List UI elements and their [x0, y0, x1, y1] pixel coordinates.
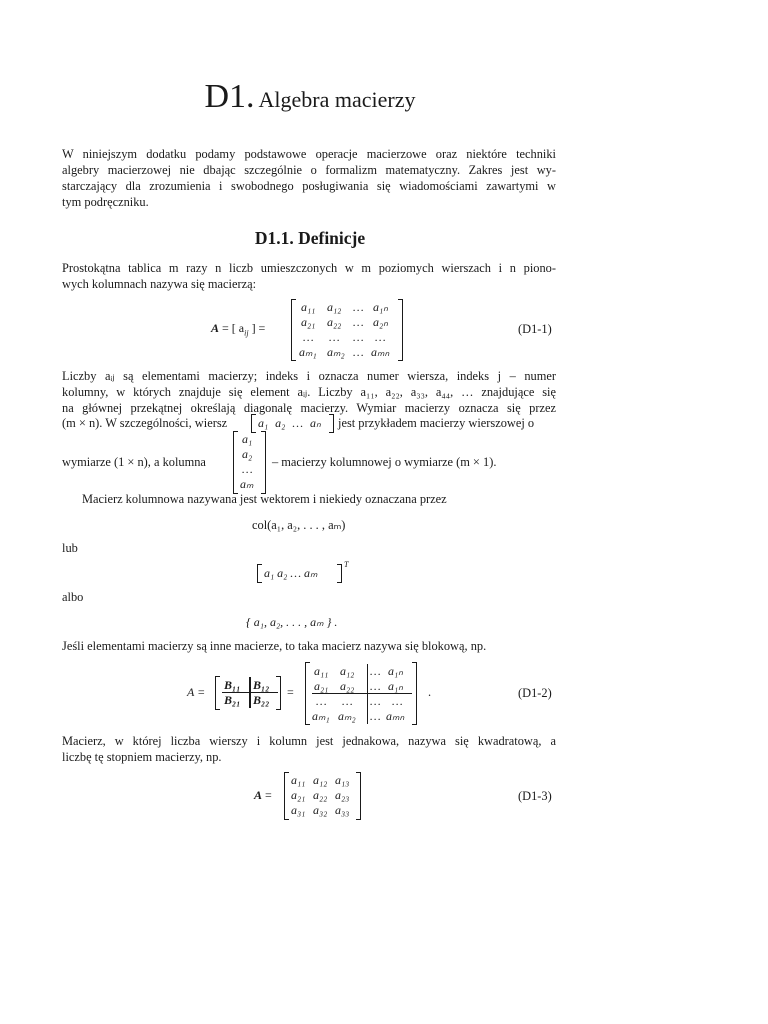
definition-line: wych kolumnach nazywa się macierzą: [62, 277, 257, 291]
albo-word: albo [62, 590, 84, 604]
paragraph-line: liczbę tę stopniem macierzy, np. [62, 750, 222, 764]
row-vec-cell: a₂ [275, 416, 286, 430]
col-vec-cell: a₁ [242, 432, 253, 446]
eq3-cell: a₃₃ [335, 803, 350, 817]
col-expression: col(a₁, a₂, . . . , aₘ) [252, 518, 346, 532]
eq2-cell: aₘ₁ [312, 709, 330, 723]
row-vector-line-end: jest przykładem macierzy wierszowej o [338, 416, 535, 430]
eq2-cell: a₂₂ [340, 679, 355, 693]
transpose-superscript: T [344, 560, 349, 569]
row-vec-right-bracket [329, 414, 334, 433]
row-vector [258, 416, 321, 431]
column-vector [240, 432, 262, 492]
eq1-lhs-text: = [ a [222, 321, 245, 335]
eq2-cell: … [316, 694, 327, 708]
eq3-cell: a₁₁ [291, 773, 306, 787]
eq3-cell: a₂₁ [291, 788, 306, 802]
block-matrix-paragraph: Jeśli elementami macierzy są inne macierze, to taka macierz nazywa się blokową, np. [62, 639, 487, 653]
eq2-block: B₁₁ [224, 678, 241, 692]
eq3-right-bracket [356, 772, 361, 820]
eq2-cell: … [370, 709, 381, 723]
eq2-cell: a₁ₙ [388, 664, 403, 678]
eq3-lhs [254, 788, 272, 803]
eq2-cell: … [370, 694, 381, 708]
paragraph-indices [62, 368, 556, 416]
chapter-name: Algebra macierzy [258, 87, 416, 112]
eq1-cell: aₘₙ [371, 345, 390, 359]
equation-number: (D1-2) [518, 686, 552, 700]
row-vector-line-start: (m × n). W szczególności, wiersz [62, 416, 228, 430]
eq1-cell: a₂ₙ [373, 315, 388, 329]
eq2-left-bracket [305, 662, 310, 725]
row-vec-cell: … [292, 416, 304, 430]
eq1-matrix [299, 300, 395, 360]
eq3-matrix [291, 773, 361, 819]
eq2-block-left-bracket [215, 676, 220, 710]
intro-line: starczający dla zrozumienia i swobodnego posługiwania się wiadomościami zawartymi w [62, 179, 556, 193]
eq1-left-bracket [291, 299, 296, 361]
eq1-lhs-end: ] = [251, 321, 266, 335]
eq2-cell: … [342, 694, 353, 708]
eq3-cell: a₂₃ [335, 788, 350, 802]
eq3-cell: a₁₂ [313, 773, 328, 787]
eq2-block: B₁₂ [253, 678, 270, 692]
eq1-cell: … [329, 330, 340, 344]
col-vec-right-bracket [261, 431, 266, 494]
eq3-lhs-equals: = [265, 788, 272, 802]
paragraph-line: kolumny, w których znajduje się element aᵢⱼ. Liczby a₁₁, a₂₂, a₃₃, a₄₄, … znajdujące się [62, 385, 556, 399]
paragraph-line: Macierz, w której liczba wierszy i kolumn jest jednakowa, nazywa się kwadratową, a [62, 734, 556, 748]
eq1-cell: a₂₁ [301, 315, 316, 329]
eq1-cell: aₘ₂ [327, 345, 345, 359]
vector-paragraph: Macierz kolumnowa nazywana jest wektorem i niekiedy oznaczana przez [82, 492, 447, 506]
eq1-lhs [211, 321, 265, 337]
eq3-cell: a₃₂ [313, 803, 328, 817]
eq1-cell: a₂₂ [327, 315, 342, 329]
transpose-left-bracket [257, 564, 262, 583]
definition-paragraph [62, 260, 556, 292]
eq1-right-bracket [398, 299, 403, 361]
equation-number: (D1-3) [518, 789, 552, 803]
eq2-block-matrix [222, 677, 282, 709]
eq2-lhs: A = [187, 685, 206, 699]
eq1-cell: a₁₁ [301, 300, 316, 314]
eq3-left-bracket [284, 772, 289, 820]
eq2-equals: = [287, 685, 294, 699]
eq1-cell: … [353, 300, 364, 314]
row-vec-cell: aₙ [310, 416, 321, 430]
eq2-period: . [428, 685, 432, 699]
chapter-number: D1. [204, 78, 255, 115]
row-vec-left-bracket [251, 414, 256, 433]
intro-line: algebry macierzowej nie dbając szczególnie o formalizm matematyczny. Zakres jest wy- [62, 163, 556, 177]
transpose-right-bracket [337, 564, 342, 583]
eq3-cell: a₃₁ [291, 803, 306, 817]
eq2-cell: a₁₂ [340, 664, 355, 678]
eq3-cell: a₂₂ [313, 788, 328, 802]
intro-line: W niniejszym dodatku podamy podstawowe operacje macierzowe oraz niektóre techniki [62, 147, 556, 161]
eq1-cell: … [353, 330, 364, 344]
lub-word: lub [62, 541, 78, 555]
eq2-cell: a₂₁ [314, 679, 329, 693]
col-vec-left-bracket [233, 431, 238, 494]
col-vec-cell: … [242, 462, 253, 476]
chapter-title [0, 78, 620, 116]
column-line-end: – macierzy kolumnowej o wymiarze (m × 1). [272, 455, 497, 469]
eq2-cell: … [370, 664, 381, 678]
eq2-block: B₂₂ [253, 693, 270, 707]
column-line-start: wymiarze (1 × n), a kolumna [62, 455, 206, 469]
row-vec-cell: a₁ [258, 416, 269, 430]
equation-number: (D1-1) [518, 322, 552, 336]
eq2-partition-vertical [367, 664, 368, 724]
eq2-cell: … [392, 694, 403, 708]
paragraph-line: na głównej przekątnej określają diagonalę macierzy. Wymiar macierzy oznacza się przez [62, 401, 556, 415]
eq1-lhs-matrix-symbol: A [211, 321, 220, 335]
eq2-block-right-bracket [276, 676, 281, 710]
eq2-partition-horizontal [312, 693, 412, 694]
eq1-cell: aₘ₁ [299, 345, 317, 359]
eq2-matrix [312, 664, 416, 724]
eq3-lhs-symbol: A [254, 788, 263, 802]
eq1-lhs-subscript: ij [244, 328, 249, 338]
paragraph-line: Liczby aᵢⱼ są elementami macierzy; indeks i oznacza numer wiersza, indeks j – numer [62, 369, 556, 383]
eq2-cell: aₘₙ [386, 709, 405, 723]
eq1-cell: a₁ₙ [373, 300, 388, 314]
eq1-cell: … [353, 345, 364, 359]
col-vec-cell: aₘ [240, 477, 254, 491]
col-vec-cell: a₂ [242, 447, 253, 461]
intro-line: tym podręczniku. [62, 195, 149, 209]
eq2-cell: … [370, 679, 381, 693]
eq2-cell: aₘ₂ [338, 709, 356, 723]
eq2-right-bracket [412, 662, 417, 725]
set-expression: { a₁, a₂, . . . , aₘ } . [246, 615, 338, 629]
eq2-block: B₂₁ [224, 693, 241, 707]
eq2-block-divider-horizontal [222, 692, 278, 693]
definition-line: Prostokątna tablica m razy n liczb umieszczonych w m poziomych wierszach i n piono- [62, 261, 556, 275]
eq1-cell: … [375, 330, 386, 344]
eq1-cell: … [353, 315, 364, 329]
eq3-cell: a₁₃ [335, 773, 350, 787]
eq1-cell: a₁₂ [327, 300, 342, 314]
section-heading: D1.1. Definicje [254, 228, 366, 248]
eq2-cell: a₁₁ [314, 664, 329, 678]
square-matrix-paragraph [62, 733, 556, 765]
eq2-cell: a₁ₙ [388, 679, 403, 693]
intro-paragraph [62, 146, 556, 210]
transpose-body: a₁ a₂ … aₘ [264, 566, 318, 580]
eq1-cell: … [303, 330, 314, 344]
